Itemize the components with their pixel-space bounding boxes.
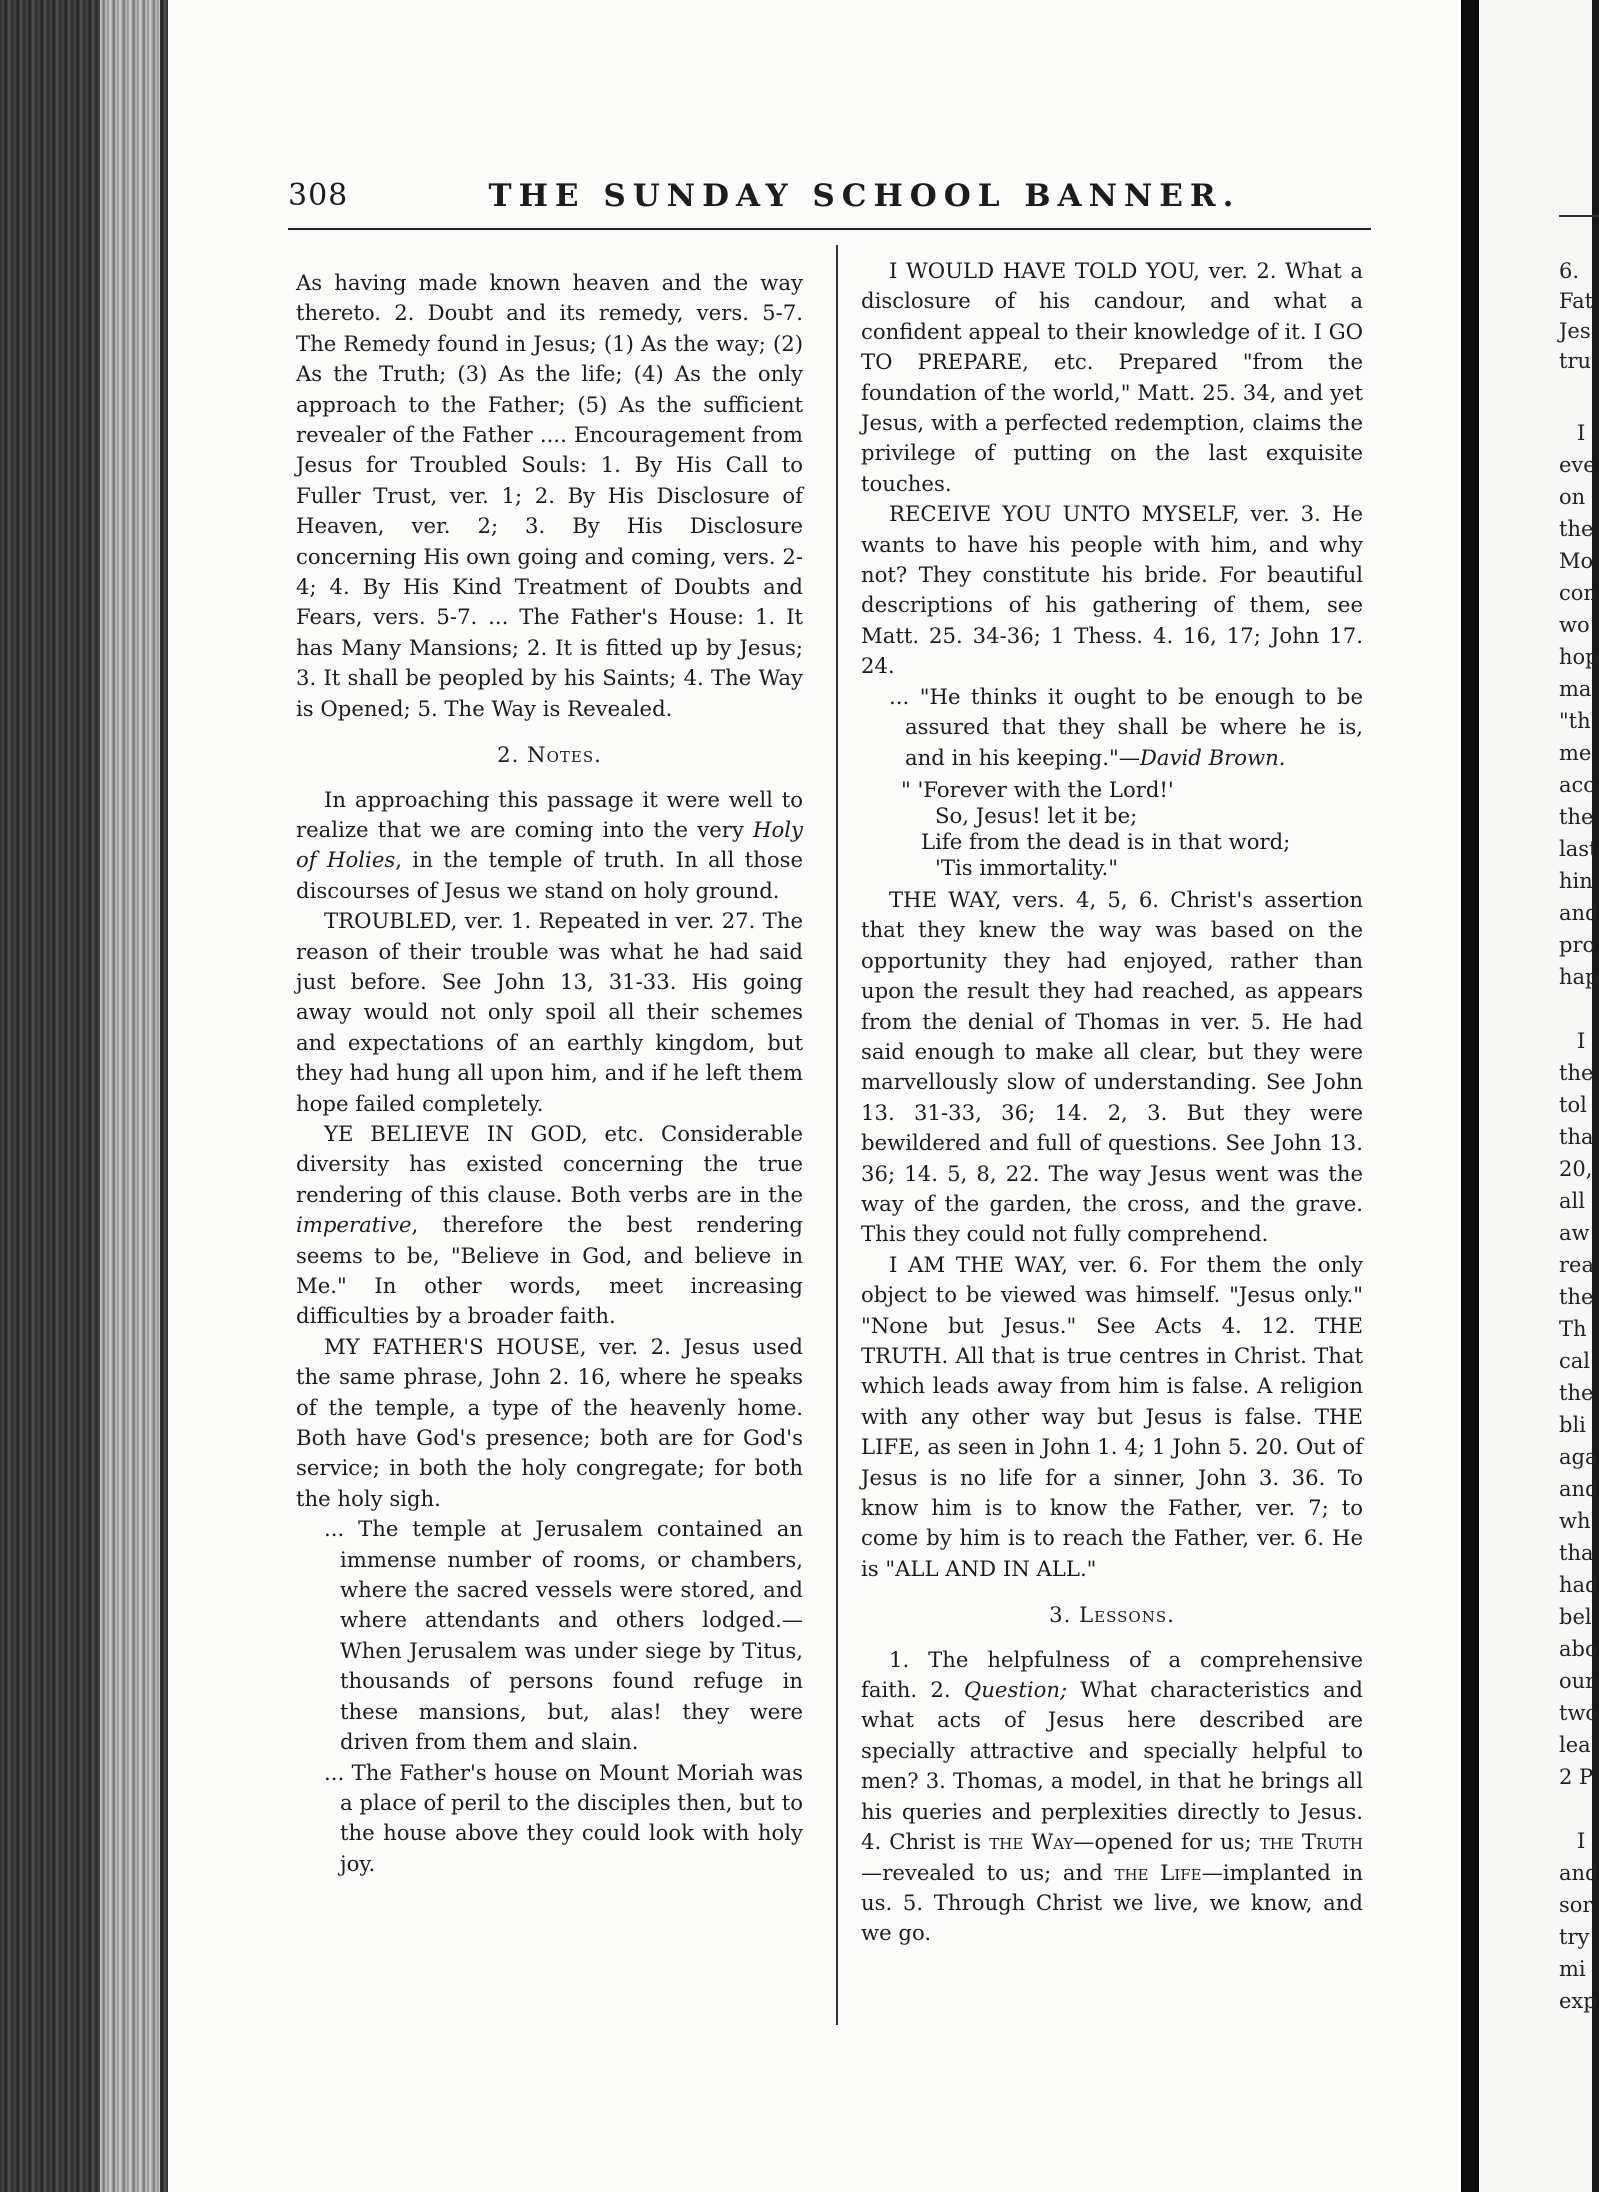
facing-page-fragment: I bbox=[1577, 1029, 1586, 1053]
page-number: 308 bbox=[288, 178, 349, 213]
facing-page-fragment: wh bbox=[1559, 1509, 1591, 1533]
note-receive: RECEIVE YOU UNTO MYSELF, ver. 3. He wants to have his people with him, and why not? They constitute his bride. For beautiful descriptions of his gathering of them, see Matt. 25. 34-36; 1 Thess. 4. 16, 17; John 17. 24. bbox=[861, 501, 1363, 679]
right-column bbox=[861, 256, 1363, 1949]
quote-david-brown: ... "He thinks it ought to be enough to be assured that they shall be where he is, and in his keeping."—David Brown. bbox=[889, 683, 1363, 770]
note-i-am-the-way: I AM THE WAY, ver. 6. For them the only object to be viewed was himself. "Jesus only." "None but Jesus." See Acts 4. 12. THE TRUTH. All that is true centres in Christ. That which leads away from him is false. A religion with any other way but Jesus is false. THE LIFE, as seen in John 1. 4; 1 John 5. 20. Out of Jesus is no life for a sinner, John 3. 36. To know him is to know the Father, ver. 7; to come by him is to reach the Father, ver. 6. He is "ALL AND IN ALL." bbox=[861, 1251, 1363, 1581]
facing-page-fragment: mi bbox=[1559, 1957, 1586, 1981]
facing-page-fragment: "th bbox=[1559, 709, 1591, 733]
facing-page-fragment: the bbox=[1559, 517, 1594, 541]
verse-line: " 'Forever with the Lord!' bbox=[901, 776, 1174, 802]
note-fathers-house: MY FATHER'S HOUSE, ver. 2. Jesus used the same phrase, John 2. 16, where he speaks of the temple, a type of the heavenly home. Both have God's presence; both are for God's service; in both the holy congregate; for both the holy sigh. bbox=[296, 1333, 803, 1511]
column-divider bbox=[836, 245, 838, 2025]
facing-page-fragment: acc bbox=[1559, 773, 1596, 797]
facing-page-fragment: cal bbox=[1559, 1349, 1590, 1373]
running-head: THE SUNDAY SCHOOL BANNER. bbox=[488, 178, 1241, 214]
verse-line: So, Jesus! let it be; bbox=[935, 802, 1138, 828]
page-gutter bbox=[1461, 0, 1479, 2192]
facing-page-fragment: the bbox=[1559, 1061, 1594, 1085]
facing-page-fragment: and bbox=[1559, 1861, 1599, 1885]
page bbox=[168, 0, 1461, 2192]
facing-page-fragment: and bbox=[1559, 1477, 1599, 1501]
facing-page-fragment: sor bbox=[1559, 1893, 1593, 1917]
facing-page-fragment: Mo bbox=[1559, 549, 1594, 573]
facing-page-fragment: me bbox=[1559, 741, 1592, 765]
facing-page-fragment: Th bbox=[1559, 1317, 1587, 1341]
note-troubled: TROUBLED, ver. 1. Repeated in ver. 27. The reason of their trouble was what he had said just before. See John 13, 31-33. His going away would not only spoil all their schemes and expectations of an earthly kingdom, but they had hung all upon him, and if he left them hope failed completely. bbox=[296, 908, 803, 1116]
facing-page-fragment: eve bbox=[1559, 453, 1596, 477]
header-rule bbox=[288, 228, 1371, 230]
facing-page-fragment: all bbox=[1559, 1189, 1585, 1213]
facing-page-fragment: 6. bbox=[1559, 259, 1580, 283]
facing-page-fragment: exp bbox=[1559, 1989, 1597, 2013]
facing-page-fragment: hop bbox=[1559, 645, 1599, 669]
book-binding bbox=[0, 0, 170, 2192]
note-believe: YE BELIEVE IN GOD, etc. Considerable diversity has existed concerning the true rendering of this clause. Both verbs are in the imperative, therefore the best rendering seems to be, "Believe in God, and believe in Me." In other words, meet increasing difficulties by a broader faith. bbox=[296, 1120, 803, 1329]
facing-page-fragment: the bbox=[1559, 1381, 1594, 1405]
verse-line: 'Tis immortality." bbox=[935, 854, 1119, 880]
facing-page-edge bbox=[1479, 0, 1599, 2192]
facing-page-fragment: bli bbox=[1559, 1413, 1586, 1437]
facing-page-fragment: tol bbox=[1559, 1093, 1587, 1117]
facing-page-fragment: bel bbox=[1559, 1605, 1592, 1629]
facing-page-fragment: try bbox=[1559, 1925, 1590, 1949]
quote-temple: ... The temple at Jerusalem contained an immense number of rooms, or chambers, where the sacred vessels were stored, and where attendants and others lodged.—When Jerusalem was under siege by Titus, thousands of persons found refuge in these mansions, but, alas! they were driven from them and slain. bbox=[324, 1516, 803, 1755]
facing-page-fragment: Jes bbox=[1559, 319, 1591, 343]
page-edges bbox=[100, 0, 160, 2192]
notes-intro: In approaching this passage it were well to realize that we are coming into the very Holy of Holies, in the temple of truth. In all those discourses of Jesus we stand on holy ground. bbox=[296, 786, 803, 903]
facing-page-fragment: tha bbox=[1559, 1125, 1594, 1149]
facing-page-fragment: two bbox=[1559, 1701, 1599, 1725]
facing-page-fragment: aw bbox=[1559, 1221, 1590, 1245]
facing-page-fragment: lea bbox=[1559, 1733, 1591, 1757]
facing-page-fragment: tru bbox=[1559, 349, 1592, 373]
lessons-paragraph: 1. The helpfulness of a comprehensive faith. 2. Question; What characteristics and what acts of Jesus here described are specially attractive and specially helpful to men? 3. Thomas, a model, in that he brings all his queries and perplexities directly to Jesus. 4. Christ is the Way—opened for us; the Truth—revealed to us; and the Life—implanted in us. 5. Through Christ we live, we know, and we go. bbox=[861, 1646, 1363, 1946]
facing-page-fragment: and bbox=[1559, 901, 1599, 925]
outline-paragraph: As having made known heaven and the way thereto. 2. Doubt and its remedy, vers. 5-7. The Remedy found in Jesus; (1) As the way; (2) As the Truth; (3) As the life; (4) As the only approach to the Father; (5) As the sufficient revealer of the Father .... Encouragement from Jesus for Troubled Souls: 1. By His Call to Fuller Trust, ver. 1; 2. By His Disclosure of Heaven, ver. 2; 3. By His Disclosure concerning His own going and coming, vers. 2-4; 4. By His Kind Treatment of Doubts and Fears, vers. 5-7. ... The Father's House: 1. It has Many Mansions; 2. It is fitted up by Jesus; 3. It shall be peopled by his Saints; 4. The Way is Opened; 5. The Way is Revealed. bbox=[296, 270, 803, 721]
note-the-way: THE WAY, vers. 4, 5, 6. Christ's assertion that they knew the way was based on the opportunity they had enjoyed, rather than upon the result they had reached, as appears from the denial of Thomas in ver. 5. He had said enough to make all clear, but they were marvellously slow of understanding. See John 13. 31-33, 36; 14. 2, 3. But they were bewildered and full of questions. See John 13. 36; 14. 5, 8, 22. The way Jesus went was the way of the garden, the cross, and the grave. This they could not fully comprehend. bbox=[861, 886, 1363, 1247]
hymn-verse bbox=[861, 777, 1363, 881]
facing-page-fragment: wo bbox=[1559, 613, 1590, 637]
facing-page-fragment: pro bbox=[1559, 933, 1596, 957]
facing-page-fragment: tha bbox=[1559, 1541, 1594, 1565]
facing-page-fragment: con bbox=[1559, 581, 1597, 605]
facing-page-fragment: the bbox=[1559, 805, 1594, 829]
facing-page-fragment: hap bbox=[1559, 965, 1599, 989]
facing-page-fragment: our bbox=[1559, 1669, 1596, 1693]
facing-page-rule bbox=[1559, 215, 1599, 217]
facing-page-fragment: 20, bbox=[1559, 1157, 1593, 1181]
facing-page-fragment: 2 P bbox=[1559, 1765, 1594, 1789]
facing-page-fragment: I bbox=[1577, 1829, 1586, 1853]
left-column bbox=[296, 268, 803, 1879]
lessons-heading: 3. Lessons. bbox=[1049, 1602, 1175, 1628]
note-would-have-told: I WOULD HAVE TOLD YOU, ver. 2. What a disclosure of his candour, and what a confident appeal to their knowledge of it. I GO TO PREPARE, etc. Prepared "from the foundation of the world," Matt. 25. 34, and yet Jesus, with a perfected redemption, claims the privilege of putting on the last exquisite touches. bbox=[861, 258, 1363, 496]
facing-page-fragment: on bbox=[1559, 485, 1586, 509]
facing-page-fragment: had bbox=[1559, 1573, 1599, 1597]
quote-moriah: ... The Father's house on Mount Moriah was a place of peril to the disciples then, but to the house above they could look with holy joy. bbox=[324, 1759, 803, 1876]
page-header bbox=[288, 178, 1371, 218]
facing-page-fragment: ma bbox=[1559, 677, 1592, 701]
facing-page-fragment: the bbox=[1559, 1285, 1594, 1309]
facing-page-fragment: abo bbox=[1559, 1637, 1598, 1661]
facing-page-fragment: hin bbox=[1559, 869, 1593, 893]
verse-line: Life from the dead is in that word; bbox=[921, 828, 1291, 854]
facing-page-fragment: rea bbox=[1559, 1253, 1594, 1277]
facing-page-fragment: I bbox=[1577, 421, 1586, 445]
notes-heading: 2. Notes. bbox=[497, 742, 602, 768]
facing-page-fragment: aga bbox=[1559, 1445, 1598, 1469]
facing-page-fragment: last bbox=[1559, 837, 1598, 861]
facing-page-fragment: Fat bbox=[1559, 289, 1594, 313]
